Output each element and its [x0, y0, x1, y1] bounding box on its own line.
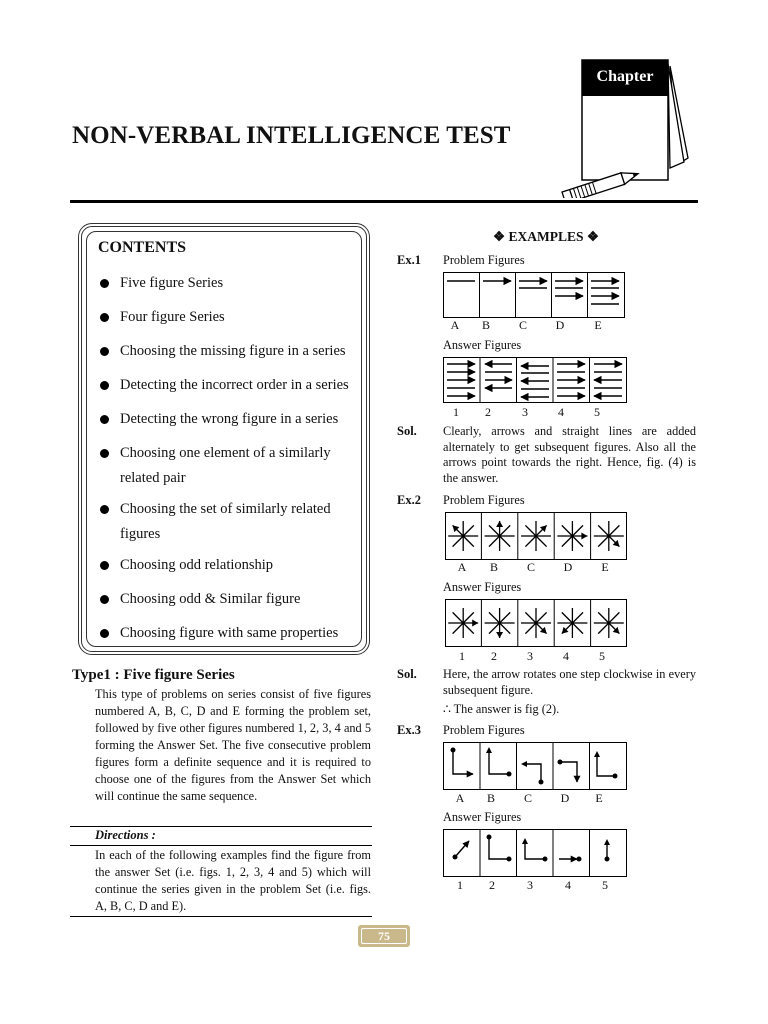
bullet-icon	[100, 449, 109, 458]
ex1-answer-caption: Answer Figures	[443, 338, 522, 352]
bullet-icon	[100, 561, 109, 570]
contents-box	[78, 223, 370, 655]
contents-item: Five figure Series	[98, 271, 360, 296]
directions-body: In each of the following examples find the figure from the answer Set (i.e. figs. 1, 2, 3, 4 and 5) which will continue the series given in the problem Set (i.e. figs. A, B, C, D and E).	[95, 848, 371, 913]
bullet-icon	[100, 347, 109, 356]
contents-item: Choosing the missing figure in a series	[98, 339, 360, 364]
bullet-icon	[100, 415, 109, 424]
ex1-problem-figures	[443, 272, 625, 318]
directions-title: Directions :	[95, 828, 156, 842]
ex1-problem-letters: A B C D E	[450, 318, 602, 332]
ex2-answer-line: ∴ The answer is fig (2).	[443, 702, 560, 716]
ex1-sol-label: Sol.	[397, 424, 417, 438]
contents-item: Choosing figure with same properties	[98, 621, 360, 646]
contents-heading: CONTENTS	[98, 239, 187, 256]
directions-top-rule	[70, 826, 372, 827]
bullet-icon	[100, 629, 109, 638]
bullet-icon	[100, 595, 109, 604]
ex3-problem-caption: Problem Figures	[443, 723, 525, 737]
ex1-label: Ex.1	[397, 253, 421, 267]
contents-item: Detecting the wrong figure in a series	[98, 407, 360, 432]
bullet-icon	[100, 313, 109, 322]
ex2-answer-figures	[445, 599, 627, 647]
chapter-label: Chapter	[596, 68, 654, 85]
ex2-sol-label: Sol.	[397, 667, 417, 681]
directions-mid-rule	[70, 845, 372, 846]
contents-list	[98, 271, 360, 646]
ex2-problem-letters: A B C D E	[457, 560, 609, 574]
ex3-problem-letters: A B C D E	[455, 791, 603, 805]
ex2-label: Ex.2	[397, 493, 421, 507]
bullet-icon	[100, 505, 109, 514]
ex2-answer-numbers: 1 2 3 4 5	[459, 649, 605, 663]
ex3-answer-figures	[443, 829, 627, 877]
ex2-solution: Here, the arrow rotates one step clockwise in every subsequent figure.	[443, 667, 696, 697]
ex3-label: Ex.3	[397, 723, 421, 737]
contents-item: Choosing the set of similarly related figures	[98, 497, 360, 547]
ex1-answer-figures	[443, 357, 627, 403]
ex1-solution: Clearly, arrows and straight lines are added alternately to get subsequent figures. Also all the arrows point towards the right. Hence, fig. (4) is the answer.	[443, 424, 696, 485]
contents-item: Choosing odd relationship	[98, 553, 360, 578]
contents-item: Four figure Series	[98, 305, 360, 330]
directions-bottom-rule	[70, 916, 372, 917]
ex3-answer-caption: Answer Figures	[443, 810, 522, 824]
contents-item: Choosing odd & Similar figure	[98, 587, 360, 612]
page-title: NON-VERBAL INTELLIGENCE TEST	[72, 122, 511, 149]
title-divider	[70, 200, 698, 203]
contents-item: Choosing one element of a similarly related pair	[98, 441, 360, 491]
ex2-answer-caption: Answer Figures	[443, 580, 522, 594]
contents-item: Detecting the incorrect order in a series	[98, 373, 360, 398]
type1-title: Type1 : Five figure Series	[72, 667, 235, 683]
bullet-icon	[100, 279, 109, 288]
ex3-answer-numbers: 1 2 3 4 5	[457, 878, 608, 892]
type1-body: This type of problems on series consist of five figures numbered A, B, C, D and E forming the problem set, followed by five other figures numbered 1, 2, 3, 4 and 5 forming the Answer Set. The five consecutive problem figures form a definite sequence and it is required to choose one of the figures from the Answer Set which will continue the same sequence.	[95, 687, 371, 803]
examples-heading: ❖ EXAMPLES ❖	[493, 229, 599, 244]
ex3-problem-figures	[443, 742, 627, 790]
ex1-answer-numbers: 1 2 3 4 5	[453, 405, 600, 419]
bullet-icon	[100, 381, 109, 390]
ex1-problem-caption: Problem Figures	[443, 253, 525, 267]
page-number-badge: 75	[358, 925, 410, 947]
ex2-problem-figures	[445, 512, 627, 560]
ex2-problem-caption: Problem Figures	[443, 493, 525, 507]
